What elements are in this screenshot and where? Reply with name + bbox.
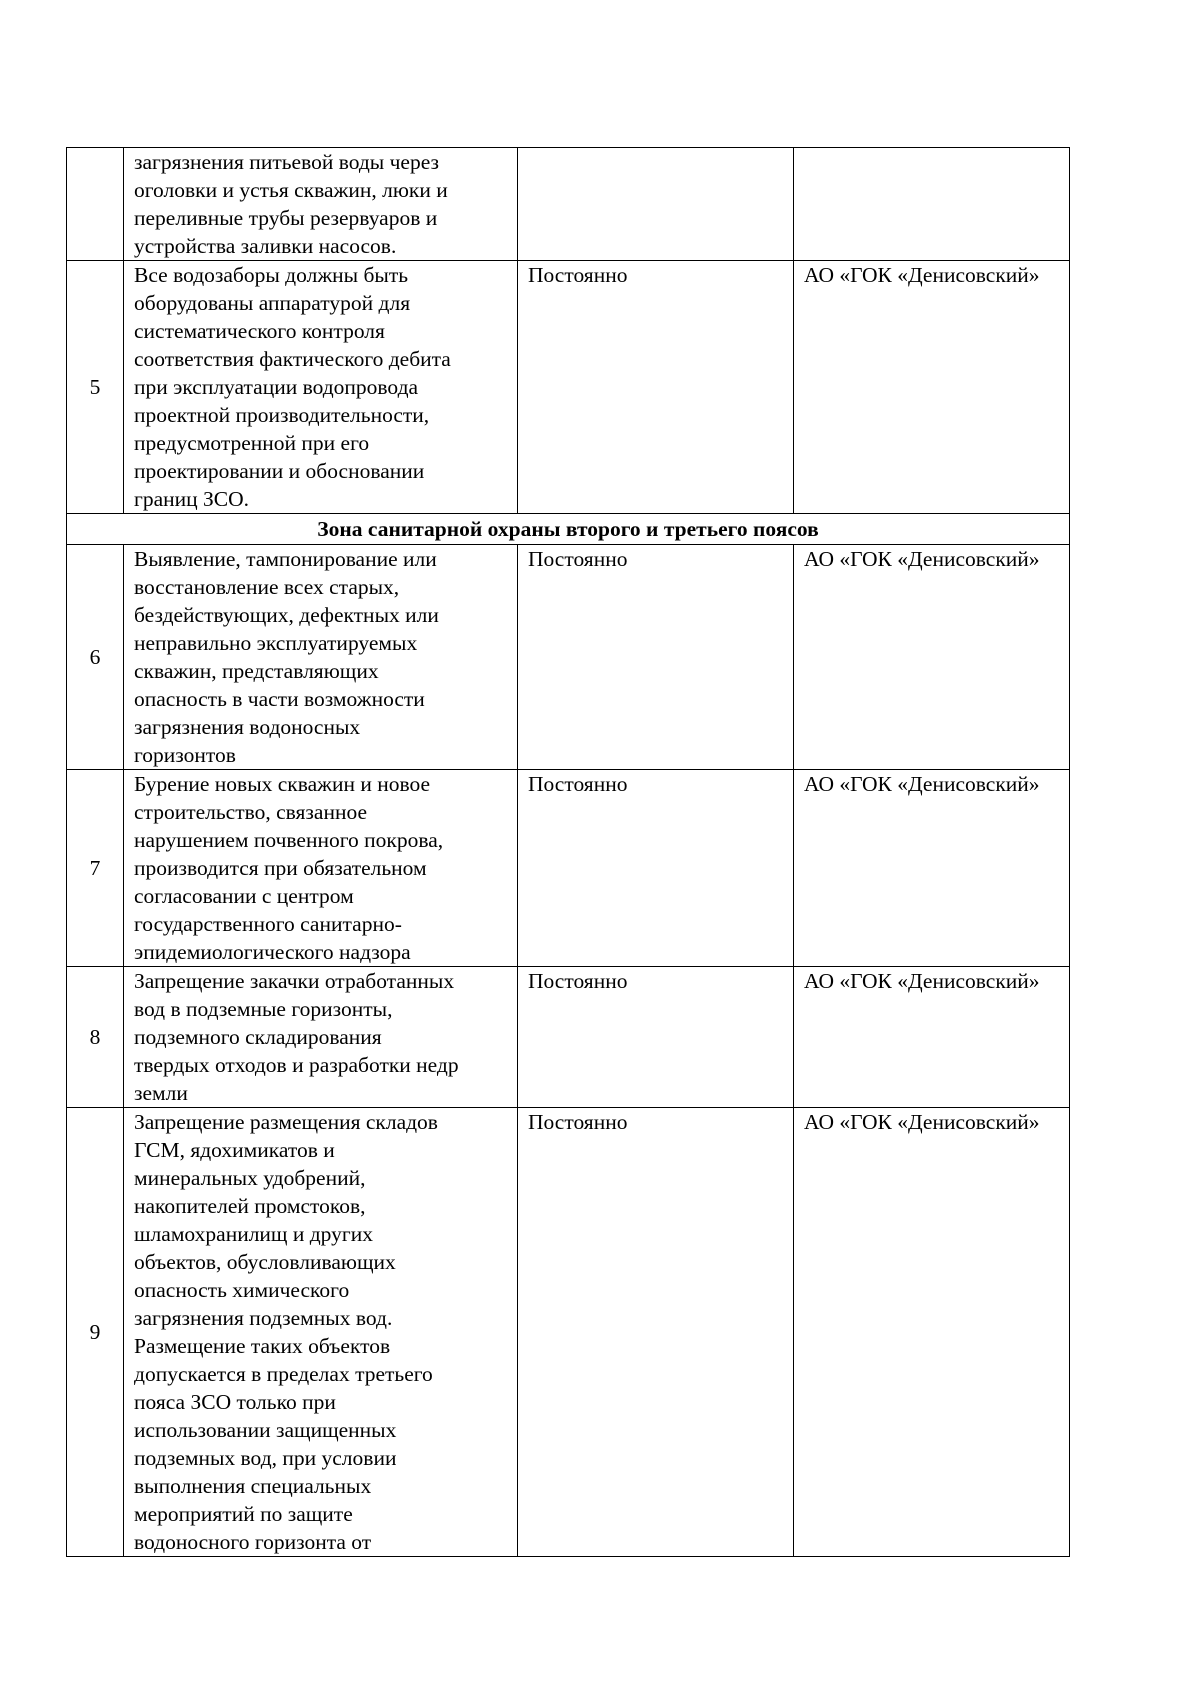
description-line: мероприятий по защите <box>134 1502 353 1526</box>
measure-description <box>124 148 518 261</box>
description-line: пояса ЗСО только при <box>134 1390 336 1414</box>
row-number: 9 <box>67 1108 124 1557</box>
table-row <box>67 770 1070 967</box>
description-line: производится при обязательном <box>134 856 427 880</box>
table-row <box>67 148 1070 261</box>
description-line: проектировании и обосновании <box>134 459 425 483</box>
measure-description <box>124 770 518 967</box>
measure-description <box>124 261 518 514</box>
description-line: вод в подземные горизонты, <box>134 997 393 1021</box>
description-line: водоносного горизонта от <box>134 1530 372 1554</box>
description-line: земли <box>134 1081 188 1105</box>
description-line: горизонтов <box>134 743 236 767</box>
description-line: согласовании с центром <box>134 884 354 908</box>
execution-term: Постоянно <box>518 770 794 967</box>
description-line: соответствия фактического дебита <box>134 347 451 371</box>
description-line: ГСМ, ядохимикатов и <box>134 1138 335 1162</box>
measure-description <box>124 545 518 770</box>
description-line: оборудованы аппаратурой для <box>134 291 411 315</box>
description-line: подземного складирования <box>134 1025 382 1049</box>
row-number: 5 <box>67 261 124 514</box>
description-line: Бурение новых скважин и новое <box>134 772 431 796</box>
description-line: твердых отходов и разработки недр <box>134 1053 459 1077</box>
description-line: проектной производительности, <box>134 403 430 427</box>
description-line: при эксплуатации водопровода <box>134 375 419 399</box>
description-line: строительство, связанное <box>134 800 368 824</box>
execution-term: Постоянно <box>518 261 794 514</box>
description-line: бездействующих, дефектных или <box>134 603 439 627</box>
section-title: Зона санитарной охраны второго и третьего поясов <box>67 514 1070 545</box>
description-line: Размещение таких объектов <box>134 1334 391 1358</box>
description-line: опасность химического <box>134 1278 350 1302</box>
table-row <box>67 967 1070 1108</box>
execution-term: Постоянно <box>518 967 794 1108</box>
description-line: Выявление, тампонирование или <box>134 547 437 571</box>
description-line: опасность в части возможности <box>134 687 425 711</box>
description-line: предусмотренной при его <box>134 431 370 455</box>
execution-term: Постоянно <box>518 545 794 770</box>
measures-table-body <box>67 148 1070 1557</box>
description-line: шламохранилищ и других <box>134 1222 373 1246</box>
description-line: загрязнения водоносных <box>134 715 361 739</box>
description-line: неправильно эксплуатируемых <box>134 631 418 655</box>
description-line: Запрещение размещения складов <box>134 1110 438 1134</box>
description-line: скважин, представляющих <box>134 659 379 683</box>
description-line: использовании защищенных <box>134 1418 397 1442</box>
description-line: минеральных удобрений, <box>134 1166 366 1190</box>
measure-description <box>124 1108 518 1557</box>
row-number: 8 <box>67 967 124 1108</box>
table-row <box>67 545 1070 770</box>
execution-term <box>518 148 794 261</box>
responsible-party: АО «ГОК «Денисовский» <box>794 545 1070 770</box>
description-line: государственного санитарно- <box>134 912 402 936</box>
row-number: 6 <box>67 545 124 770</box>
row-number: 7 <box>67 770 124 967</box>
description-line: Запрещение закачки отработанных <box>134 969 455 993</box>
description-line: выполнения специальных <box>134 1474 372 1498</box>
description-line: накопителей промстоков, <box>134 1194 366 1218</box>
description-line: оголовки и устья скважин, люки и <box>134 178 448 202</box>
description-line: восстановление всех старых, <box>134 575 400 599</box>
responsible-party: АО «ГОК «Денисовский» <box>794 261 1070 514</box>
description-line: устройства заливки насосов. <box>134 234 397 258</box>
measures-table <box>66 147 1070 1557</box>
responsible-party <box>794 148 1070 261</box>
measure-description <box>124 967 518 1108</box>
description-line: подземных вод, при условии <box>134 1446 397 1470</box>
description-line: границ ЗСО. <box>134 487 250 511</box>
responsible-party: АО «ГОК «Денисовский» <box>794 1108 1070 1557</box>
row-number <box>67 148 124 261</box>
responsible-party: АО «ГОК «Денисовский» <box>794 770 1070 967</box>
section-header-row <box>67 514 1070 545</box>
description-line: загрязнения подземных вод. <box>134 1306 393 1330</box>
description-line: нарушением почвенного покрова, <box>134 828 444 852</box>
description-line: допускается в пределах третьего <box>134 1362 433 1386</box>
description-line: объектов, обусловливающих <box>134 1250 396 1274</box>
table-row <box>67 261 1070 514</box>
responsible-party: АО «ГОК «Денисовский» <box>794 967 1070 1108</box>
description-line: переливные трубы резервуаров и <box>134 206 438 230</box>
description-line: загрязнения питьевой воды через <box>134 150 439 174</box>
table-row <box>67 1108 1070 1557</box>
description-line: систематического контроля <box>134 319 385 343</box>
execution-term: Постоянно <box>518 1108 794 1557</box>
description-line: эпидемиологического надзора <box>134 940 411 964</box>
description-line: Все водозаборы должны быть <box>134 263 409 287</box>
